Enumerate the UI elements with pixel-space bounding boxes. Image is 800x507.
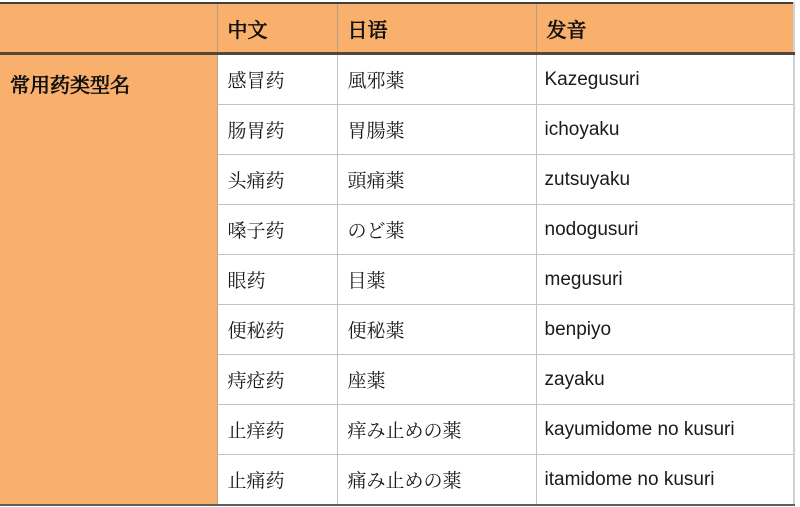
japanese-cell: 便秘薬 bbox=[337, 305, 536, 355]
pronunciation-cell: kayumidome no kusuri bbox=[536, 405, 794, 455]
japanese-cell: 座薬 bbox=[337, 355, 536, 405]
japanese-cell: 頭痛薬 bbox=[337, 155, 536, 205]
pronunciation-cell: benpiyo bbox=[536, 305, 794, 355]
table-row bbox=[0, 54, 794, 105]
japanese-cell: 目薬 bbox=[337, 255, 536, 305]
chinese-cell: 便秘药 bbox=[217, 305, 337, 355]
pronunciation-cell: Kazegusuri bbox=[536, 54, 794, 105]
japanese-cell: 風邪薬 bbox=[337, 54, 536, 105]
japanese-cell: 胃腸薬 bbox=[337, 105, 536, 155]
col-header-pronunciation: 发音 bbox=[536, 3, 794, 54]
chinese-cell: 感冒药 bbox=[217, 54, 337, 105]
medicine-vocab-table bbox=[0, 2, 795, 506]
chinese-cell: 痔疮药 bbox=[217, 355, 337, 405]
corner-cell bbox=[0, 3, 217, 54]
pronunciation-cell: itamidome no kusuri bbox=[536, 455, 794, 506]
pronunciation-cell: zutsuyaku bbox=[536, 155, 794, 205]
pronunciation-cell: megusuri bbox=[536, 255, 794, 305]
header-row bbox=[0, 3, 794, 54]
col-header-chinese: 中文 bbox=[217, 3, 337, 54]
col-header-japanese: 日语 bbox=[337, 3, 536, 54]
chinese-cell: 头痛药 bbox=[217, 155, 337, 205]
chinese-cell: 止痛药 bbox=[217, 455, 337, 506]
chinese-cell: 止痒药 bbox=[217, 405, 337, 455]
pronunciation-cell: zayaku bbox=[536, 355, 794, 405]
chinese-cell: 肠胃药 bbox=[217, 105, 337, 155]
japanese-cell: 痛み止めの薬 bbox=[337, 455, 536, 506]
vocab-table-container bbox=[0, 2, 794, 506]
japanese-cell: 痒み止めの薬 bbox=[337, 405, 536, 455]
pronunciation-cell: nodogusuri bbox=[536, 205, 794, 255]
pronunciation-cell: ichoyaku bbox=[536, 105, 794, 155]
row-group-label: 常用药类型名 bbox=[0, 54, 217, 506]
chinese-cell: 嗓子药 bbox=[217, 205, 337, 255]
japanese-cell: のど薬 bbox=[337, 205, 536, 255]
chinese-cell: 眼药 bbox=[217, 255, 337, 305]
